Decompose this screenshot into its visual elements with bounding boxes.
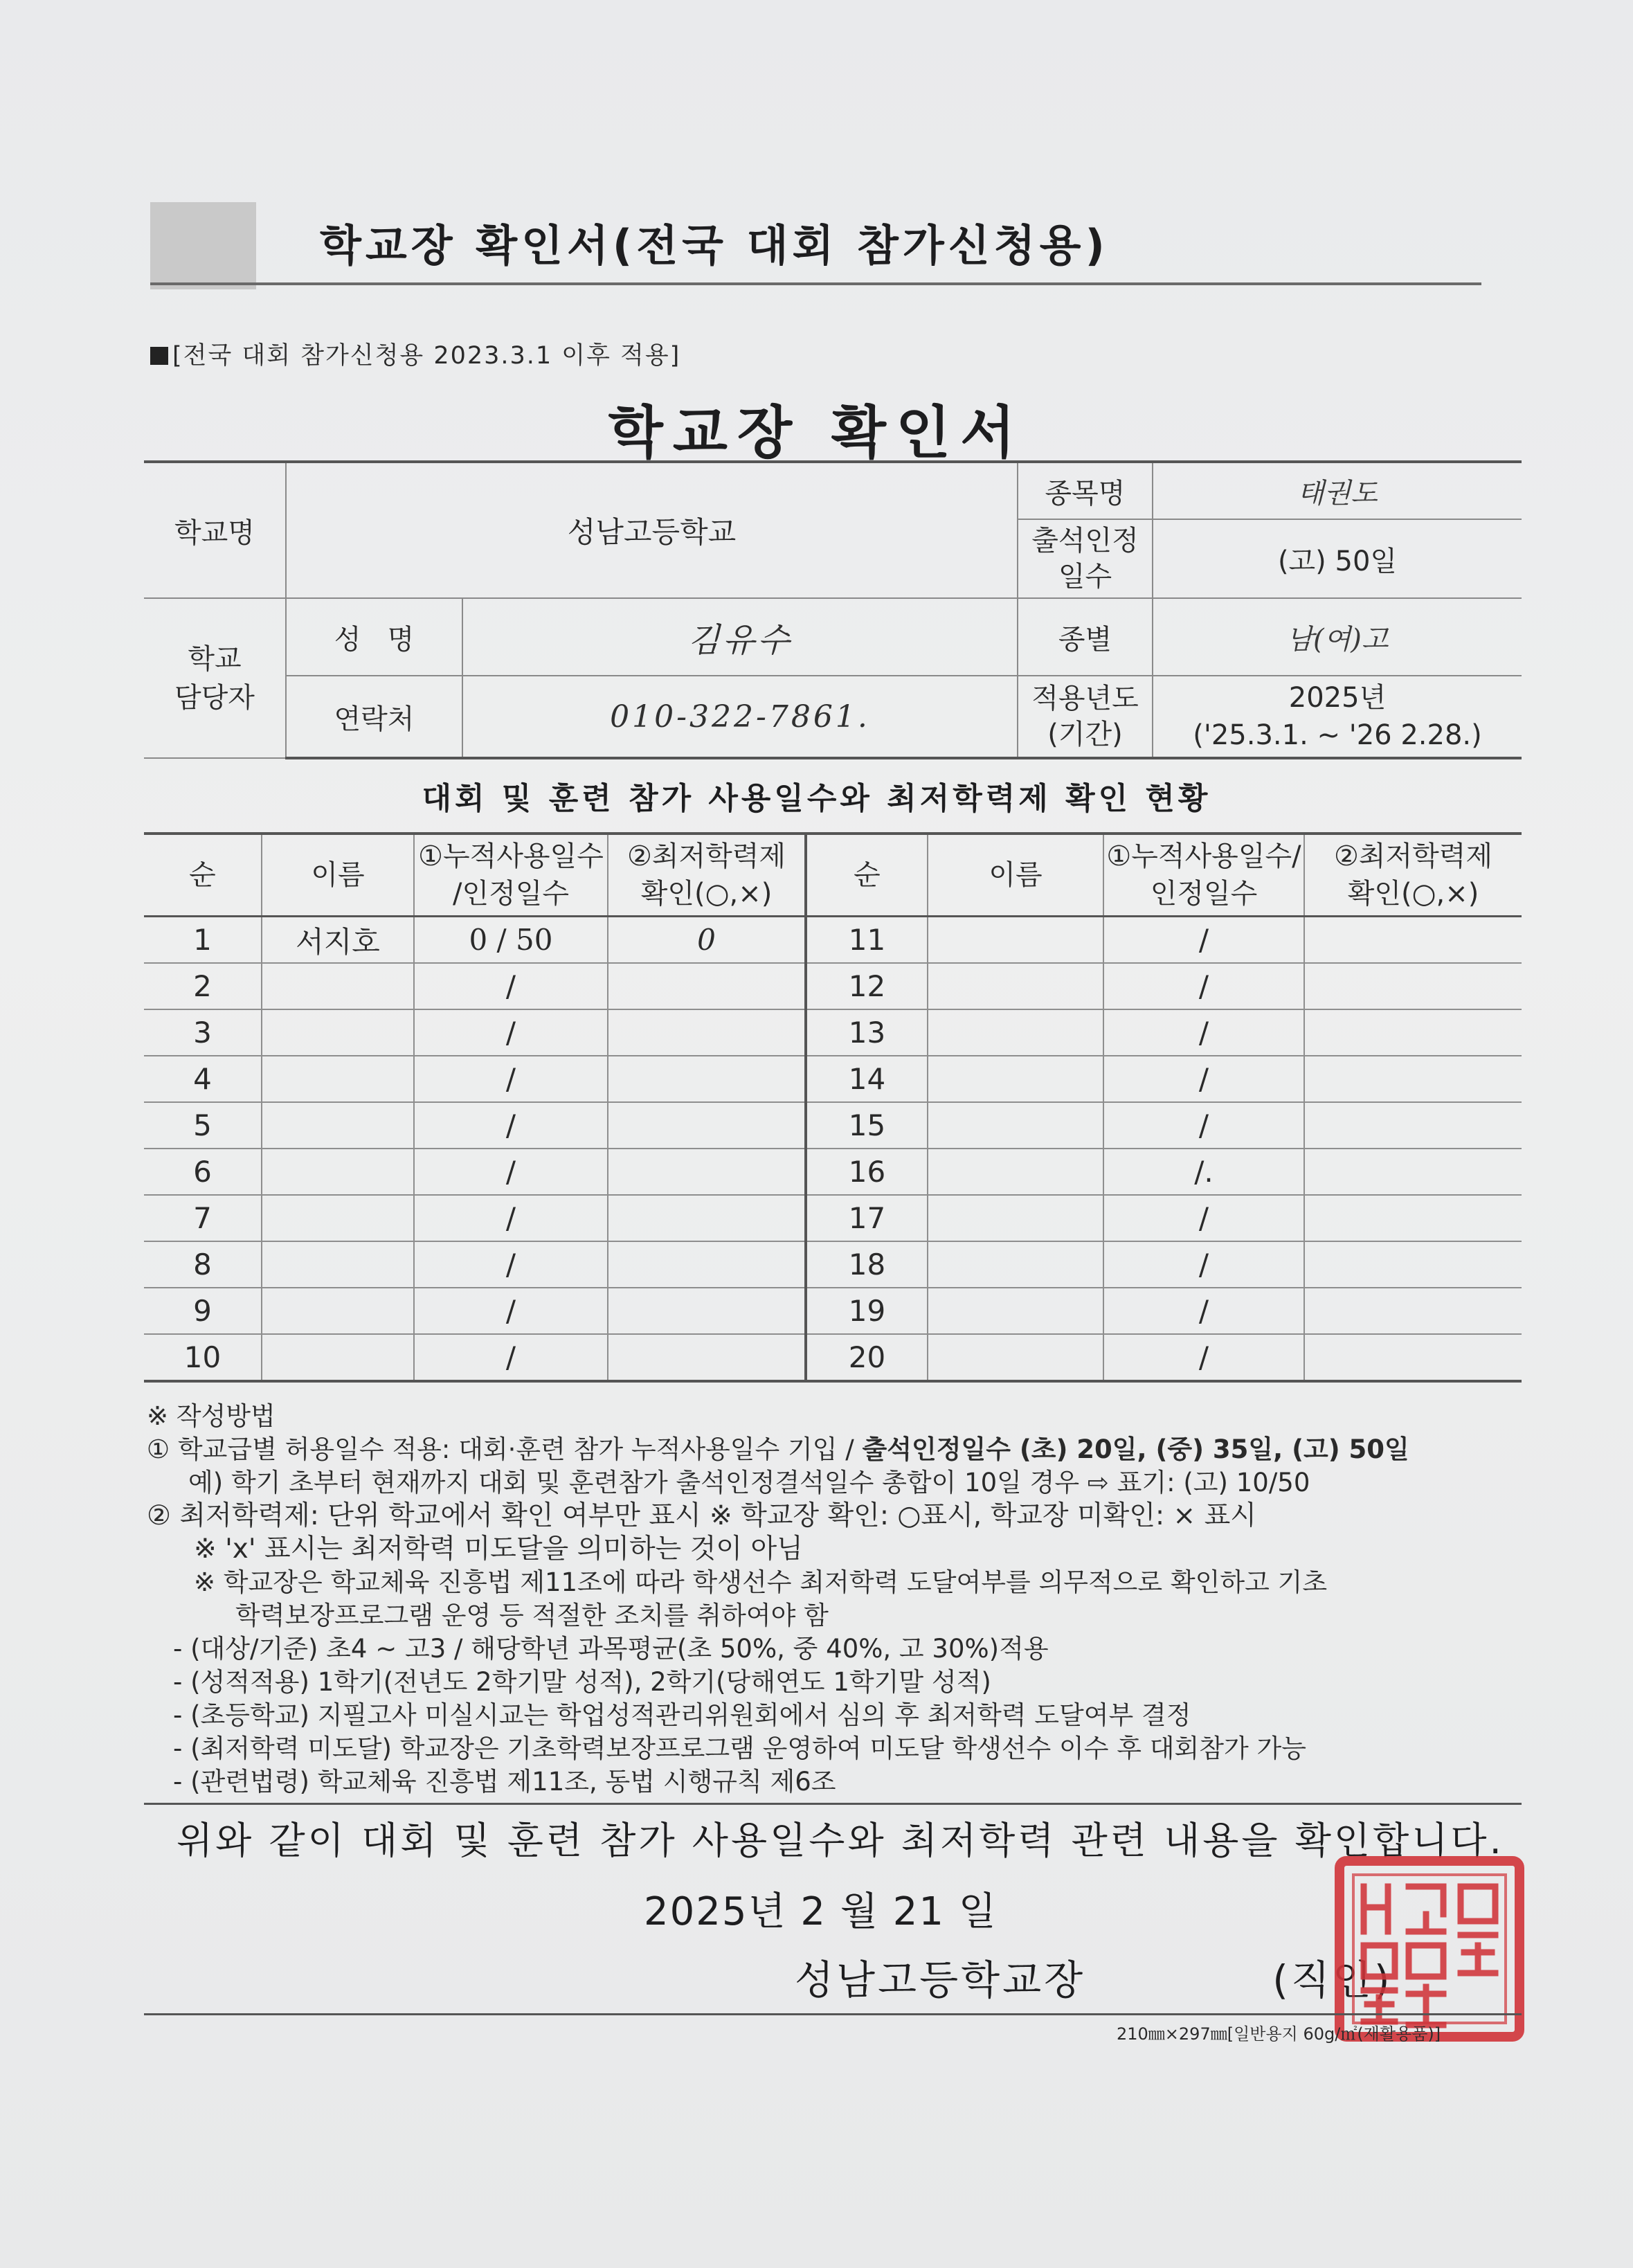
note-line-8: - (성적적용) 1학기(전년도 2학기말 성적), 2학기(당해연도 1학기말 성적) [173,1667,991,1697]
row-check [608,1288,806,1334]
note-line-9: - (초등학교) 지필고사 미실시교는 학업성적관리위원회에서 심의 후 최저학력 도달여부 결정 [173,1700,1191,1730]
row-number-right: 14 [806,1056,928,1102]
row-name-right [928,963,1103,1009]
table-row [144,963,1522,1009]
table-row [144,1195,1522,1241]
table-row [144,1009,1522,1056]
header-check-right: ②최저학력제 확인(○,×) [1304,834,1522,917]
row-check-right [1304,1102,1522,1149]
row-name-right [928,1241,1103,1288]
attend-value: (고) 50일 [1153,519,1522,598]
header-name-right: 이름 [928,834,1103,917]
row-name [262,1102,414,1149]
note-line-1 [147,1433,1531,1466]
year-value: 2025년 [1288,682,1387,714]
row-number: 3 [144,1009,262,1056]
row-name [262,963,414,1009]
name-value: 김유수 [462,598,1018,676]
writing-instructions [147,1400,1531,1799]
row-name-right [928,1288,1103,1334]
note-1a: ① 학교급별 허용일수 적용: 대회·훈련 참가 누적사용일수 기입 / [147,1434,863,1464]
header-check: ②최저학력제 확인(○,×) [608,834,806,917]
row-name-right [928,1056,1103,1102]
gender-value: 남(여)고 [1153,598,1522,676]
note-line-6: 학력보장프로그램 운영 등 적절한 조치를 취하여야 함 [235,1601,829,1630]
row-check-right [1304,1149,1522,1195]
row-days: / [414,1009,608,1056]
issue-date: 2025년 2 월 21 일 [644,1889,998,1934]
row-name [262,1241,414,1288]
row-name [262,1009,414,1056]
row-days-right: / [1103,1009,1304,1056]
row-check [608,1195,806,1241]
row-name-right [928,1149,1103,1195]
row-number: 1 [144,917,262,964]
row-number-right: 19 [806,1288,928,1334]
period-value: ('25.3.1. ~ '26 2.28.) [1193,719,1482,751]
note-line-10: - (최저학력 미도달) 학교장은 기초학력보장프로그램 운영하여 미도달 학생선수 이수 후 대회참가 가능 [173,1734,1307,1763]
row-check-right [1304,1288,1522,1334]
note-line-11: - (관련법령) 학교체육 진흥법 제11조, 동법 시행규칙 제6조 [173,1767,836,1797]
row-check-right [1304,963,1522,1009]
row-number: 7 [144,1195,262,1241]
name-label: 성 명 [286,598,462,676]
row-name [262,1195,414,1241]
attend-label: 출석인정 일수 [1018,519,1153,598]
principal-name: 성남고등학교장 [795,1956,1086,2004]
row-name-right [928,1334,1103,1381]
notes-divider [144,1803,1522,1805]
sport-label: 종목명 [1018,462,1153,519]
header-title: 학교장 확인서(전국 대회 참가신청용) [320,220,1109,271]
row-number-right: 18 [806,1241,928,1288]
row-number: 5 [144,1102,262,1149]
row-days: / [414,1334,608,1381]
table-row [144,1334,1522,1381]
section-title: 대회 및 훈련 참가 사용일수와 최저학력제 확인 현황 [422,781,1211,816]
row-days-right: / [1103,1334,1304,1381]
paper-spec-footer: 210㎜×297㎜[일반용지 60g/㎡(재활용품)] [1117,2024,1441,2044]
row-days-right: / [1103,1056,1304,1102]
row-days-right: / [1103,963,1304,1009]
note-line-2: 예) 학기 초부터 현재까지 대회 및 훈련참가 출석인정결석일수 총합이 10일 경우 ⇨ 표기: (고) 10/50 [188,1468,1310,1497]
row-name [262,1149,414,1195]
row-name: 서지호 [262,917,414,964]
row-days-right: / [1103,1288,1304,1334]
subtitle [150,336,680,371]
row-number-right: 11 [806,917,928,964]
note-line-4: ※ 'x' 표시는 최저학력 미도달을 의미하는 것이 아님 [194,1533,803,1565]
row-days: / [414,1149,608,1195]
confirmation-statement: 위와 같이 대회 및 훈련 참가 사용일수와 최저학력 관련 내용을 확인합니다. [177,1819,1504,1862]
header-days: ①누적사용일수 /인정일수 [414,834,608,917]
row-number: 4 [144,1056,262,1102]
manager-label: 학교 담당자 [144,598,286,758]
row-check-right [1304,917,1522,964]
row-name-right [928,1195,1103,1241]
row-number: 6 [144,1149,262,1195]
row-days-right: /. [1103,1149,1304,1195]
row-check-right [1304,1056,1522,1102]
row-check [608,1241,806,1288]
row-days-right: / [1103,1241,1304,1288]
header-num: 순 [144,834,262,917]
row-check [608,1149,806,1195]
row-check-right [1304,1009,1522,1056]
row-days: / [414,1102,608,1149]
school-label: 학교명 [144,462,286,598]
year-cell [1153,676,1522,758]
row-days: / [414,963,608,1009]
row-name-right [928,917,1103,964]
table-row [144,1149,1522,1195]
row-name [262,1334,414,1381]
row-check-right [1304,1195,1522,1241]
participation-table [144,832,1522,1383]
row-check [608,1102,806,1149]
header-divider [150,282,1481,285]
row-check: 0 [608,917,806,964]
note-line-3: ② 최저학력제: 단위 학교에서 확인 여부만 표시 ※ 학교장 확인: ○표시, 학교장 미확인: × 표시 [147,1500,1256,1531]
row-number: 9 [144,1288,262,1334]
note-line-5: ※ 학교장은 학교체육 진흥법 제11조에 따라 학생선수 최저학력 도달여부를 의무적으로 확인하고 기초 [194,1567,1328,1597]
row-name-right [928,1102,1103,1149]
row-days: / [414,1241,608,1288]
row-number-right: 17 [806,1195,928,1241]
table-row [144,917,1522,964]
row-check [608,1056,806,1102]
table-row [144,1241,1522,1288]
row-check-right [1304,1334,1522,1381]
info-table [144,460,1522,759]
contact-label: 연락처 [286,676,462,758]
table-row [144,1102,1522,1149]
note-line-7: - (대상/기준) 초4 ~ 고3 / 해당학년 과목평균(초 50%, 중 40%, 고 30%)적용 [173,1634,1049,1664]
row-number-right: 12 [806,963,928,1009]
row-name-right [928,1009,1103,1056]
row-check [608,1334,806,1381]
gender-label: 종별 [1018,598,1153,676]
row-number-right: 16 [806,1149,928,1195]
header-days-right: ①누적사용일수/ 인정일수 [1103,834,1304,917]
principal-signature-line [795,1947,1393,2006]
header-gray-box [150,202,256,289]
bottom-divider [144,2013,1522,2015]
square-bullet-icon [150,347,168,365]
contact-value: 010-322-7861. [462,676,1018,758]
row-days: / [414,1195,608,1241]
row-check-right [1304,1241,1522,1288]
row-number-right: 20 [806,1334,928,1381]
row-check [608,1009,806,1056]
row-days-right: / [1103,1102,1304,1149]
row-number-right: 15 [806,1102,928,1149]
row-number: 2 [144,963,262,1009]
document-title: 학교장 확인서 [608,400,1025,466]
table-row [144,1056,1522,1102]
table-header-row [144,834,1522,917]
sport-value: 태권도 [1153,462,1522,519]
table-row [144,1288,1522,1334]
row-check [608,963,806,1009]
year-label: 적용년도 (기간) [1018,676,1153,758]
row-days: / [414,1056,608,1102]
row-days-right: / [1103,1195,1304,1241]
school-value: 성남고등학교 [286,462,1018,598]
subtitle-text: [전국 대회 참가신청용 2023.3.1 이후 적용] [172,342,681,370]
seal-placeholder: (직인) [1272,1956,1393,2004]
note-1b: 출석인정일수 (초) 20일, (중) 35일, (고) 50일 [862,1434,1409,1464]
header-name: 이름 [262,834,414,917]
row-number: 10 [144,1334,262,1381]
row-number-right: 13 [806,1009,928,1056]
header-num-right: 순 [806,834,928,917]
row-name [262,1056,414,1102]
row-days: 0 / 50 [414,917,608,964]
notes-heading: ※ 작성방법 [147,1401,276,1431]
row-days: / [414,1288,608,1334]
row-number: 8 [144,1241,262,1288]
row-name [262,1288,414,1334]
row-days-right: / [1103,917,1304,964]
